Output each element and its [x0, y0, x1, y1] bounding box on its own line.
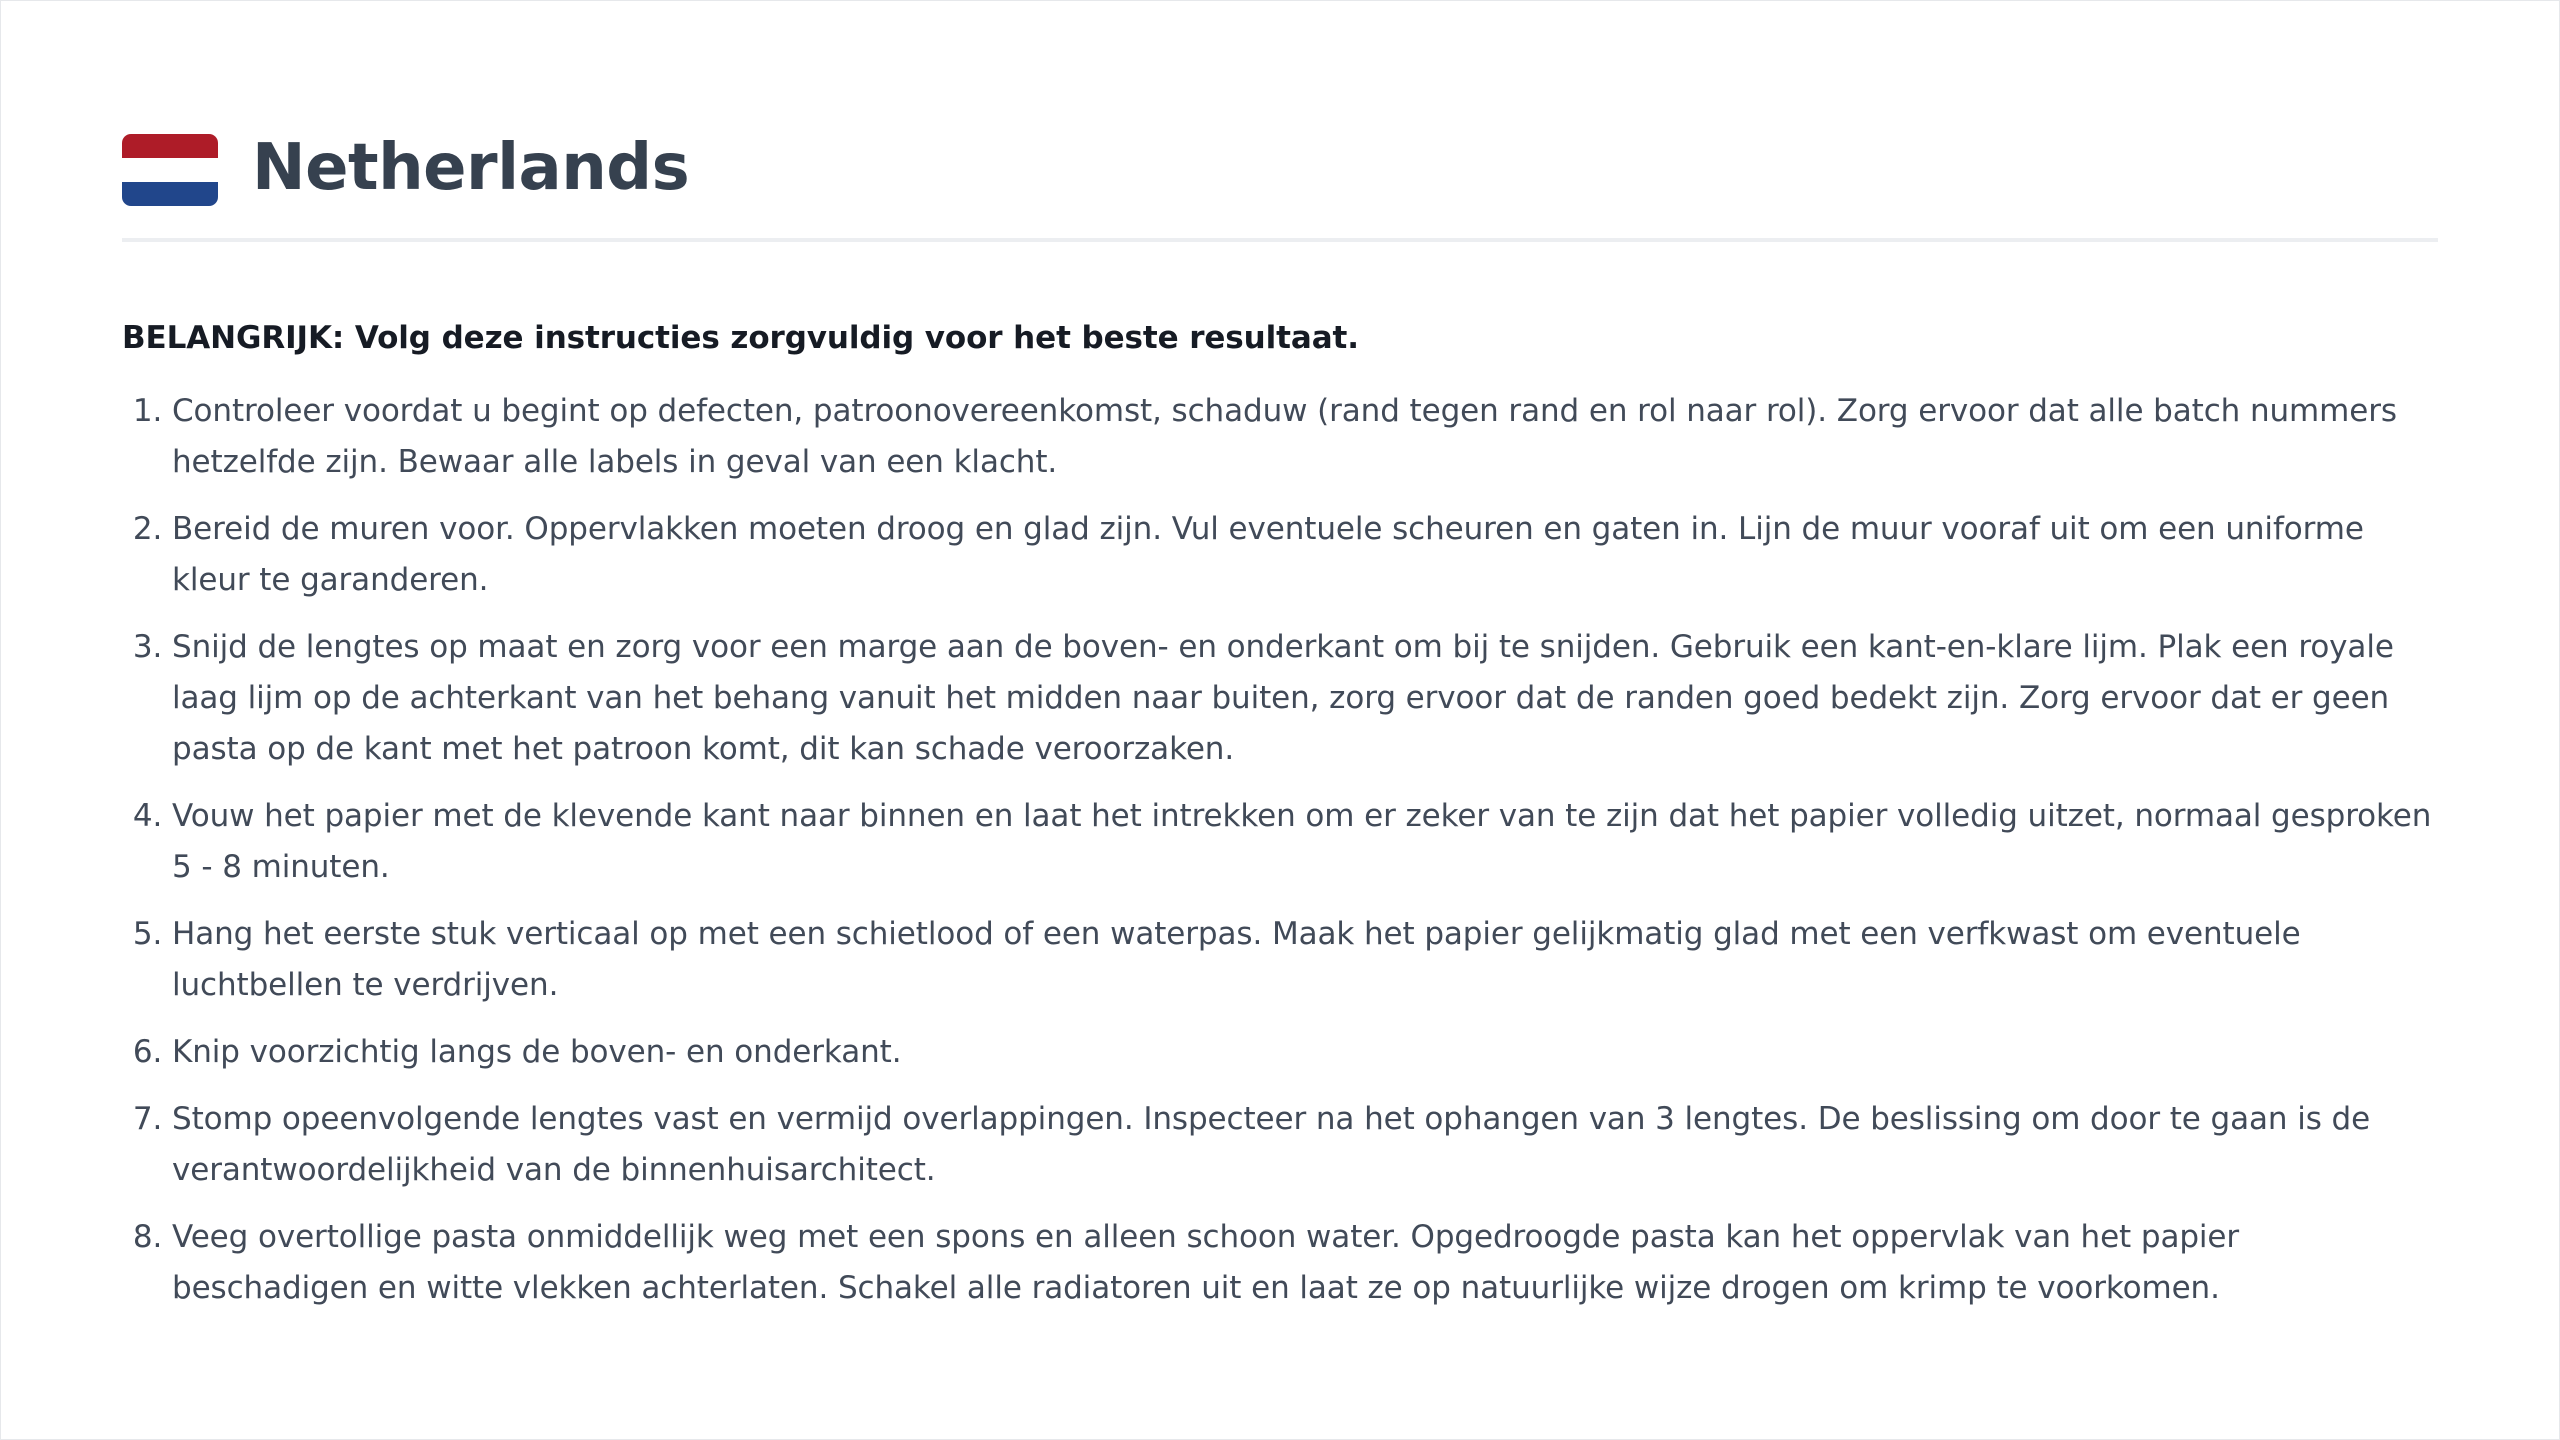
step-item: 6. Knip voorzichtig langs de boven- en onderkant. — [172, 1027, 2438, 1078]
step-item: 8. Veeg overtollige pasta onmiddellijk weg met een spons en alleen schoon water. Opgedroogde pasta kan het oppervlak van het papier beschadigen en witte vlekken achterlaten. Schakel alle radiatoren uit en laat ze op natuurlijke wijze drogen om krimp te voorkomen. — [172, 1212, 2438, 1314]
flag-stripe-white — [122, 158, 218, 182]
step-item: 1. Controleer voordat u begint op defecten, patroonovereenkomst, schaduw (rand tegen rand en rol naar rol). Zorg ervoor dat alle batch nummers hetzelfde zijn. Bewaar alle labels in geval van een klacht. — [172, 386, 2438, 488]
flag-stripe-blue — [122, 182, 218, 206]
flag-stripe-red — [122, 134, 218, 158]
step-item: 5. Hang het eerste stuk verticaal op met een schietlood of een waterpas. Maak het papier gelijkmatig glad met een verfkwast om eventuele luchtbellen te verdrijven. — [172, 909, 2438, 1011]
step-item: 4. Vouw het papier met de klevende kant naar binnen en laat het intrekken om er zeker van te zijn dat het papier volledig uitzet, normaal gesproken 5 - 8 minuten. — [172, 791, 2438, 893]
country-header — [122, 118, 2438, 242]
important-notice: BELANGRIJK: Volg deze instructies zorgvuldig voor het beste resultaat. — [122, 320, 1359, 356]
step-item: 2. Bereid de muren voor. Oppervlakken moeten droog en glad zijn. Vul eventuele scheuren en gaten in. Lijn de muur vooraf uit om een uniforme kleur te garanderen. — [172, 504, 2438, 606]
instruction-steps — [122, 386, 2438, 1314]
step-item: 7. Stomp opeenvolgende lengtes vast en vermijd overlappingen. Inspecteer na het ophangen van 3 lengtes. De beslissing om door te gaan is de verantwoordelijkheid van de binnenhuisarchitect. — [172, 1094, 2438, 1196]
step-item: 3. Snijd de lengtes op maat en zorg voor een marge aan de boven- en onderkant om bij te snijden. Gebruik een kant-en-klare lijm. Plak een royale laag lijm op de achterkant van het behang vanuit het midden naar buiten, zorg ervoor dat de randen goed bedekt zijn. Zorg ervoor dat er geen pasta op de kant met het patroon komt, dit kan schade veroorzaken. — [172, 622, 2438, 775]
page-title: Netherlands — [252, 131, 690, 205]
instructions-card — [122, 118, 2438, 1330]
netherlands-flag-icon — [122, 134, 218, 206]
